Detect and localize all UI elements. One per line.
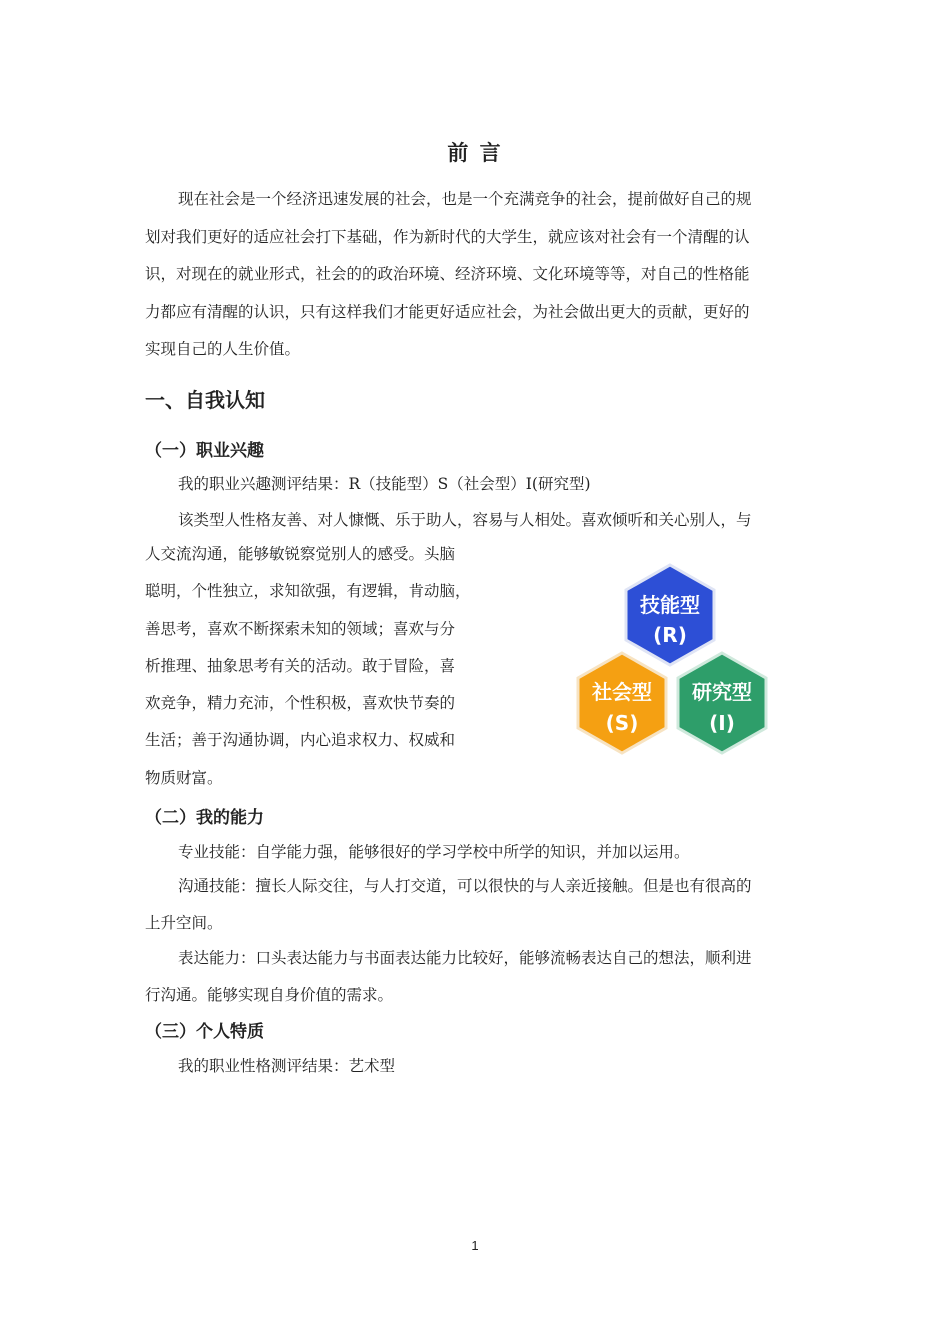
ability-professional: 专业技能：自学能力强，能够很好的学习学校中所学的知识，并加以运用。 (178, 843, 690, 861)
page-title: 前 言 (447, 141, 503, 165)
interest-desc-line: 善思考，喜欢不断探索未知的领域；喜欢与分 (145, 619, 456, 638)
ability-expression-line2: 行沟通。能够实现自身价值的需求。 (145, 986, 394, 1004)
subsection-heading-ability: （二）我的能力 (145, 808, 264, 828)
hex-r-name: 技能型 (640, 593, 700, 617)
subsection-heading-traits: （三）个人特质 (145, 1022, 264, 1042)
hex-i (678, 653, 766, 753)
hex-s-name: 社会型 (592, 680, 652, 704)
intro-line: 现在社会是一个经济迅速发展的社会，也是一个充满竞争的社会，提前做好自己的规 (178, 190, 752, 208)
interest-desc-line: 析推理、抽象思考有关的活动。敢于冒险，喜 (145, 656, 456, 675)
interest-desc-line: 欢竞争，精力充沛，个性积极，喜欢快节奏的 (145, 694, 456, 713)
intro-line: 力都应有清醒的认识，只有这样我们才能更好适应社会，为社会做出更大的贡献，更好的 (145, 302, 750, 321)
intro-line: 划对我们更好的适应社会打下基础，作为新时代的大学生，就应该对社会有一个清醒的认 (145, 227, 750, 246)
hex-i-name: 研究型 (692, 680, 752, 704)
hex-r (626, 565, 714, 665)
intro-paragraph (145, 181, 807, 369)
hex-s-code: (S) (605, 711, 639, 735)
interest-desc-line: 生活；善于沟通协调，内心追求权力、权威和 (145, 731, 456, 750)
riasec-hexagon-diagram (560, 560, 780, 770)
interest-desc-line: 人交流沟通，能够敏锐察觉别人的感受。头脑 (145, 545, 456, 563)
intro-line: 实现自己的人生价值。 (145, 340, 301, 358)
interest-desc-wrapped (145, 536, 497, 797)
subsection-heading-interest: （一）职业兴趣 (145, 441, 264, 461)
interest-desc-first-line: 该类型人性格友善、对人慷慨、乐于助人，容易与人相处。喜欢倾听和关心别人，与 (178, 511, 752, 529)
page-number: 1 (471, 1238, 479, 1253)
interest-desc-line: 聪明，个性独立，求知欲强，有逻辑，肯动脑， (145, 582, 471, 601)
hex-i-code: (I) (709, 711, 735, 735)
interest-result: 我的职业兴趣测评结果：R（技能型）S（社会型）I(研究型) (178, 475, 591, 493)
personality-result: 我的职业性格测评结果：艺术型 (178, 1057, 396, 1075)
hex-r-code: (R) (653, 623, 687, 647)
ability-communication-line1: 沟通技能：擅长人际交往，与人打交道，可以很快的与人亲近接触。但是也有很高的 (178, 877, 752, 895)
ability-expression-line1: 表达能力：口头表达能力与书面表达能力比较好，能够流畅表达自己的想法，顺利进 (178, 949, 752, 967)
ability-communication-line2: 上升空间。 (145, 914, 223, 932)
section-heading-self-awareness: 一、自我认知 (145, 388, 265, 412)
hex-s (578, 653, 666, 753)
interest-desc-line: 物质财富。 (145, 768, 223, 787)
intro-line: 识，对现在的就业形式，社会的的政治环境、经济环境、文化环境等等，对自己的性格能 (145, 265, 750, 283)
